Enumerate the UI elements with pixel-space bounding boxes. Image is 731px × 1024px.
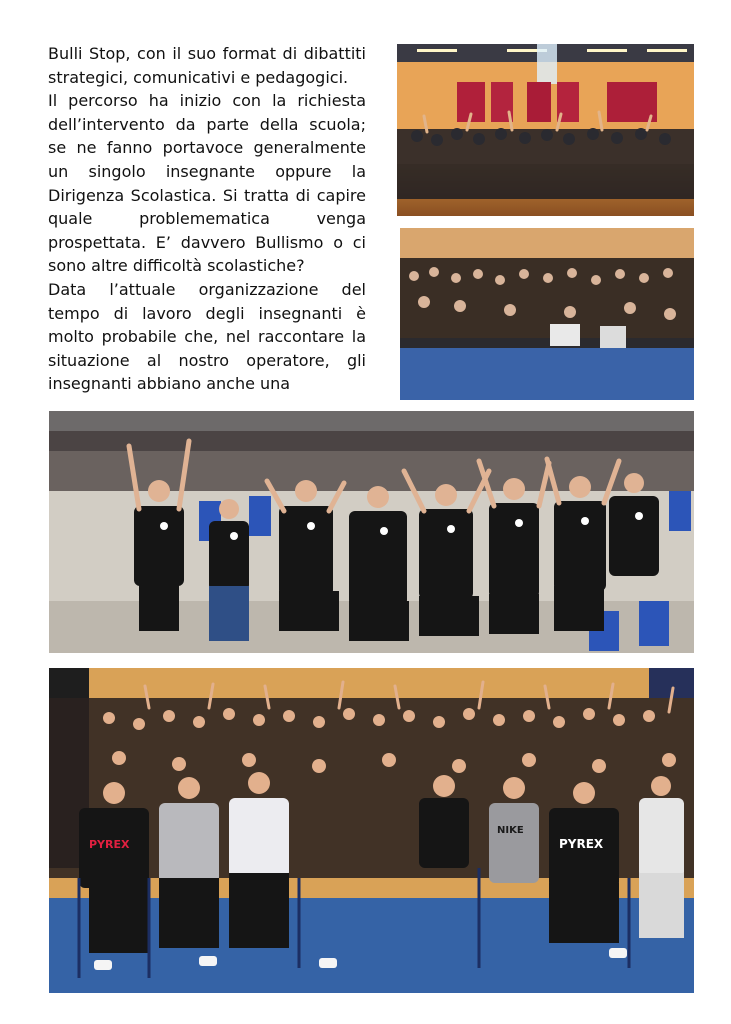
shirt-print-right: PYREX	[559, 837, 604, 851]
photo-group-raised-hands	[49, 668, 694, 993]
photo-seated-audience	[400, 228, 694, 400]
article-paragraph: Data l’attuale organizzazione del tempo di lavoro degli insegnanti è molto probabile che, nel raccontare la situazione al nostro operatore, gli insegnanti abbiano anche una	[48, 279, 366, 394]
shirt-print-left: PYREX	[89, 838, 130, 851]
shirt-print-mid: NIKE	[497, 825, 524, 836]
photo-hall-curtains	[397, 44, 694, 216]
article-text-column	[48, 42, 366, 404]
article-paragraph: Bulli Stop, con il suo format di dibattiti strategici, comunicativi e pedagogici.	[48, 44, 366, 87]
photo-kneeling-students	[49, 411, 694, 653]
article-paragraph: Il percorso ha inizio con la richiesta dell’intervento da parte della scuola; se ne fanno portavoce generalmente un singolo insegnante oppure la Dirigenza Scolastica. Si tratta di capire quale problemematica venga prospettata. E’ davvero Bullismo o ci sono altre difficoltà scolastiche?	[48, 91, 366, 276]
